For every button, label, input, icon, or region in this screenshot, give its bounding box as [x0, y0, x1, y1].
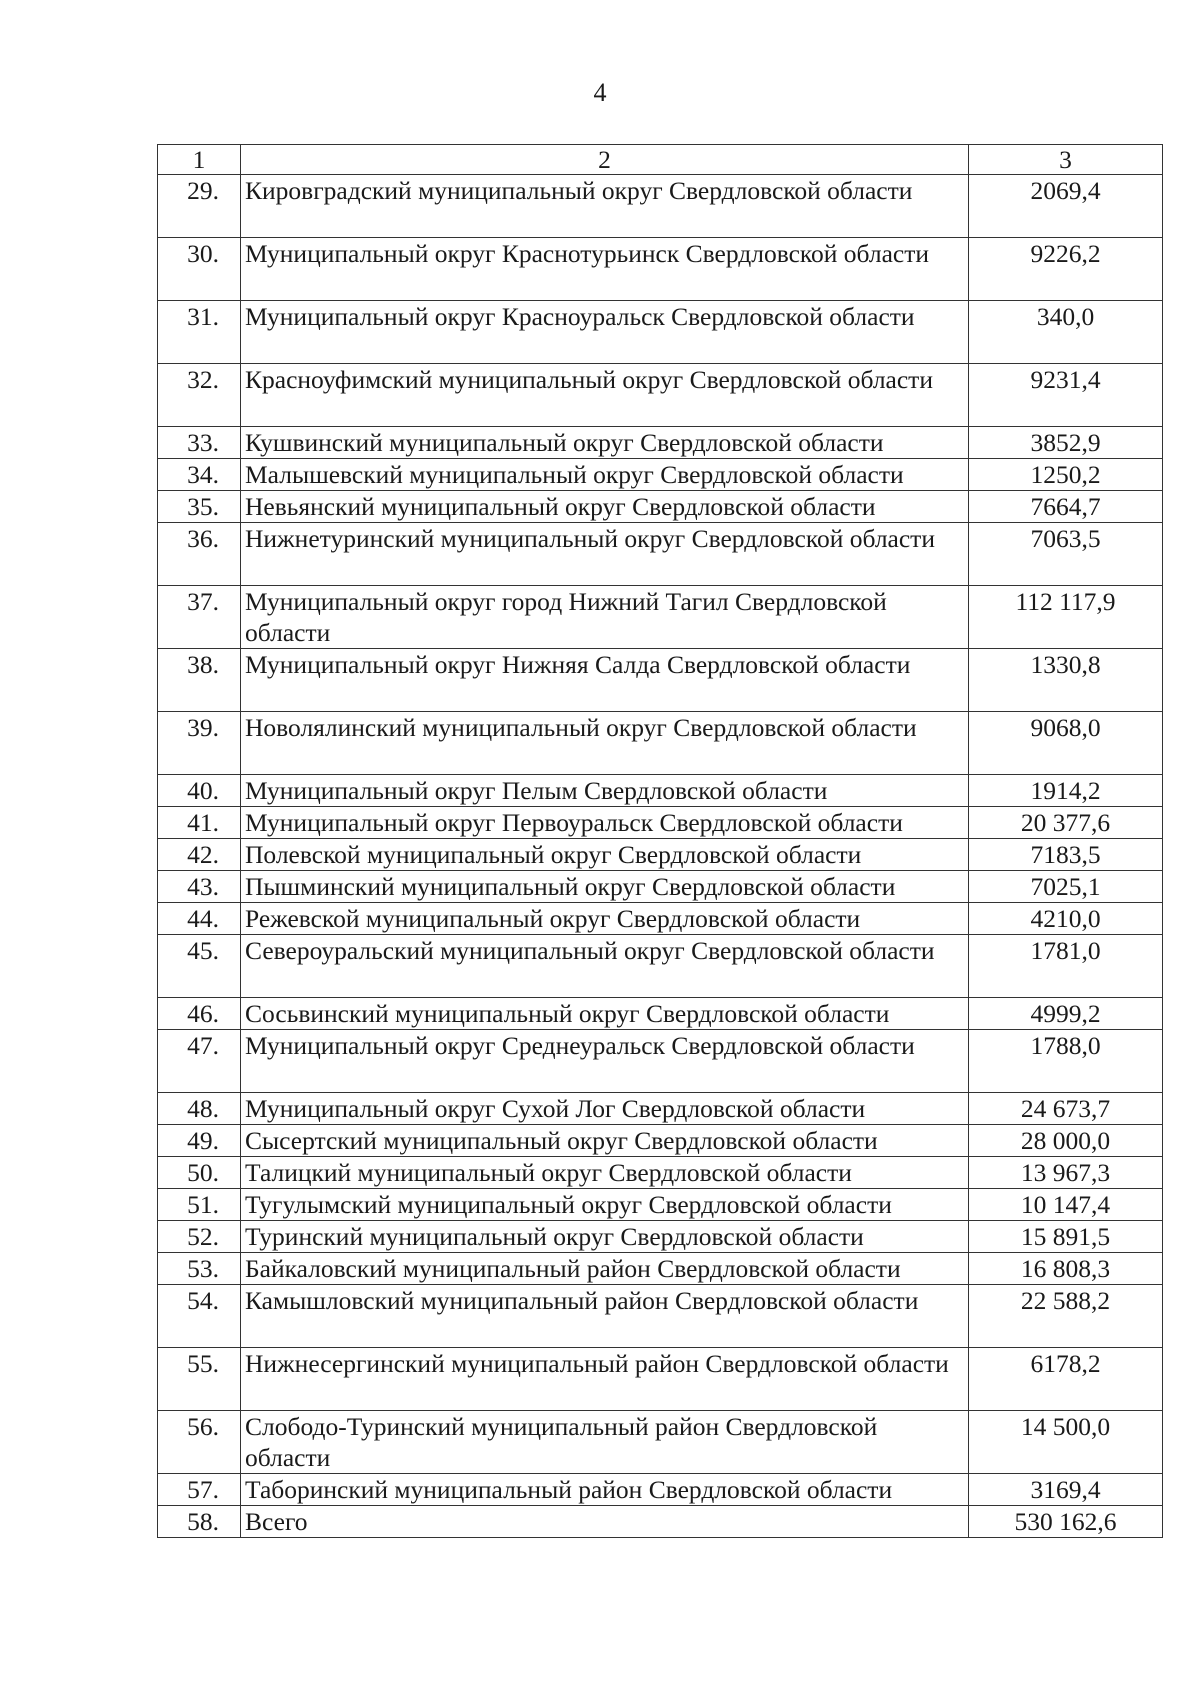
- table-row: [158, 807, 1163, 839]
- municipality-name: Сосьвинский муниципальный округ Свердловской области: [241, 998, 969, 1030]
- municipality-name: Камышловский муниципальный район Свердловской области: [241, 1285, 969, 1348]
- municipality-name: Североуральский муниципальный округ Свердловской области: [241, 935, 969, 998]
- amount-value: 1914,2: [969, 775, 1163, 807]
- row-number: 34.: [158, 459, 241, 491]
- amount-value: 7183,5: [969, 839, 1163, 871]
- municipality-name: Кировградский муниципальный округ Свердловской области: [241, 175, 969, 238]
- row-number: 29.: [158, 175, 241, 238]
- amount-value: 15 891,5: [969, 1221, 1163, 1253]
- row-number: 53.: [158, 1253, 241, 1285]
- municipality-name: Муниципальный округ Среднеуральск Свердловской области: [241, 1030, 969, 1093]
- table-row: [158, 459, 1163, 491]
- row-number: 40.: [158, 775, 241, 807]
- row-number: 33.: [158, 427, 241, 459]
- amount-value: 14 500,0: [969, 1411, 1163, 1474]
- column-header-3: 3: [969, 145, 1163, 175]
- amount-value: 16 808,3: [969, 1253, 1163, 1285]
- table-body: [158, 175, 1163, 1538]
- table-row: [158, 1221, 1163, 1253]
- municipality-name: Невьянский муниципальный округ Свердловской области: [241, 491, 969, 523]
- row-number: 31.: [158, 301, 241, 364]
- table-row: [158, 1506, 1163, 1538]
- amount-value: 24 673,7: [969, 1093, 1163, 1125]
- municipality-name: Муниципальный округ Краснотурьинск Свердловской области: [241, 238, 969, 301]
- row-number: 55.: [158, 1348, 241, 1411]
- table-row: [158, 1411, 1163, 1474]
- municipality-name: Сысертский муниципальный округ Свердловской области: [241, 1125, 969, 1157]
- table-row: [158, 491, 1163, 523]
- row-number: 36.: [158, 523, 241, 586]
- row-number: 54.: [158, 1285, 241, 1348]
- table-row: [158, 871, 1163, 903]
- column-header-2: 2: [241, 145, 969, 175]
- row-number: 49.: [158, 1125, 241, 1157]
- row-number: 43.: [158, 871, 241, 903]
- amount-value: 4999,2: [969, 998, 1163, 1030]
- row-number: 52.: [158, 1221, 241, 1253]
- amount-value: 7025,1: [969, 871, 1163, 903]
- row-number: 39.: [158, 712, 241, 775]
- amount-value: 22 588,2: [969, 1285, 1163, 1348]
- table-row: [158, 1285, 1163, 1348]
- table-row: [158, 1189, 1163, 1221]
- amount-value: 3169,4: [969, 1474, 1163, 1506]
- municipality-name: Нижнетуринский муниципальный округ Свердловской области: [241, 523, 969, 586]
- municipality-name: Всего: [241, 1506, 969, 1538]
- table-row: [158, 775, 1163, 807]
- table-row: [158, 649, 1163, 712]
- row-number: 50.: [158, 1157, 241, 1189]
- municipality-name: Муниципальный округ Пелым Свердловской области: [241, 775, 969, 807]
- municipality-name: Новолялинский муниципальный округ Свердловской области: [241, 712, 969, 775]
- amount-value: 13 967,3: [969, 1157, 1163, 1189]
- page-number: 4: [593, 78, 607, 107]
- table-row: [158, 1125, 1163, 1157]
- municipality-name: Режевской муниципальный округ Свердловской области: [241, 903, 969, 935]
- amount-value: 7063,5: [969, 523, 1163, 586]
- municipality-name: Таборинский муниципальный район Свердловской области: [241, 1474, 969, 1506]
- municipality-name: Муниципальный округ Нижняя Салда Свердловской области: [241, 649, 969, 712]
- row-number: 56.: [158, 1411, 241, 1474]
- row-number: 47.: [158, 1030, 241, 1093]
- table-row: [158, 839, 1163, 871]
- municipality-name: Малышевский муниципальный округ Свердловской области: [241, 459, 969, 491]
- table-row: [158, 301, 1163, 364]
- municipality-name: Пышминский муниципальный округ Свердловской области: [241, 871, 969, 903]
- amount-value: 1250,2: [969, 459, 1163, 491]
- table-row: [158, 998, 1163, 1030]
- municipality-name: Талицкий муниципальный округ Свердловской области: [241, 1157, 969, 1189]
- amount-value: 1781,0: [969, 935, 1163, 998]
- row-number: 32.: [158, 364, 241, 427]
- amount-value: 530 162,6: [969, 1506, 1163, 1538]
- amount-value: 340,0: [969, 301, 1163, 364]
- row-number: 35.: [158, 491, 241, 523]
- row-number: 51.: [158, 1189, 241, 1221]
- row-number: 41.: [158, 807, 241, 839]
- municipality-name: Муниципальный округ Первоуральск Свердловской области: [241, 807, 969, 839]
- municipality-name: Муниципальный округ город Нижний Тагил Свердловской области: [241, 586, 969, 649]
- table-row: [158, 1253, 1163, 1285]
- table-header-row: [158, 145, 1163, 175]
- table-row: [158, 1093, 1163, 1125]
- table-row: [158, 364, 1163, 427]
- table-row: [158, 427, 1163, 459]
- row-number: 30.: [158, 238, 241, 301]
- row-number: 57.: [158, 1474, 241, 1506]
- municipality-name: Полевской муниципальный округ Свердловской области: [241, 839, 969, 871]
- municipality-name: Кушвинский муниципальный округ Свердловской области: [241, 427, 969, 459]
- amount-value: 2069,4: [969, 175, 1163, 238]
- table-row: [158, 712, 1163, 775]
- table-row: [158, 1030, 1163, 1093]
- table-row: [158, 1157, 1163, 1189]
- amount-value: 6178,2: [969, 1348, 1163, 1411]
- amount-value: 10 147,4: [969, 1189, 1163, 1221]
- row-number: 58.: [158, 1506, 241, 1538]
- amount-value: 112 117,9: [969, 586, 1163, 649]
- amount-value: 28 000,0: [969, 1125, 1163, 1157]
- table-row: [158, 903, 1163, 935]
- municipality-name: Слободо-Туринский муниципальный район Свердловской области: [241, 1411, 969, 1474]
- municipality-name: Нижнесергинский муниципальный район Свердловской области: [241, 1348, 969, 1411]
- amount-value: 9068,0: [969, 712, 1163, 775]
- amount-value: 4210,0: [969, 903, 1163, 935]
- amount-value: 1330,8: [969, 649, 1163, 712]
- table-row: [158, 175, 1163, 238]
- table-row: [158, 238, 1163, 301]
- budget-table: [157, 144, 1163, 1538]
- row-number: 38.: [158, 649, 241, 712]
- amount-value: 9226,2: [969, 238, 1163, 301]
- row-number: 46.: [158, 998, 241, 1030]
- row-number: 45.: [158, 935, 241, 998]
- table-row: [158, 586, 1163, 649]
- table-row: [158, 1474, 1163, 1506]
- column-header-1: 1: [158, 145, 241, 175]
- row-number: 37.: [158, 586, 241, 649]
- table-row: [158, 935, 1163, 998]
- municipality-name: Туринский муниципальный округ Свердловской области: [241, 1221, 969, 1253]
- amount-value: 1788,0: [969, 1030, 1163, 1093]
- row-number: 44.: [158, 903, 241, 935]
- amount-value: 3852,9: [969, 427, 1163, 459]
- amount-value: 9231,4: [969, 364, 1163, 427]
- row-number: 42.: [158, 839, 241, 871]
- table-row: [158, 1348, 1163, 1411]
- municipality-name: Байкаловский муниципальный район Свердловской области: [241, 1253, 969, 1285]
- amount-value: 20 377,6: [969, 807, 1163, 839]
- amount-value: 7664,7: [969, 491, 1163, 523]
- municipality-name: Муниципальный округ Сухой Лог Свердловской области: [241, 1093, 969, 1125]
- municipality-name: Тугулымский муниципальный округ Свердловской области: [241, 1189, 969, 1221]
- municipality-name: Муниципальный округ Красноуральск Свердловской области: [241, 301, 969, 364]
- table-row: [158, 523, 1163, 586]
- row-number: 48.: [158, 1093, 241, 1125]
- municipality-name: Красноуфимский муниципальный округ Свердловской области: [241, 364, 969, 427]
